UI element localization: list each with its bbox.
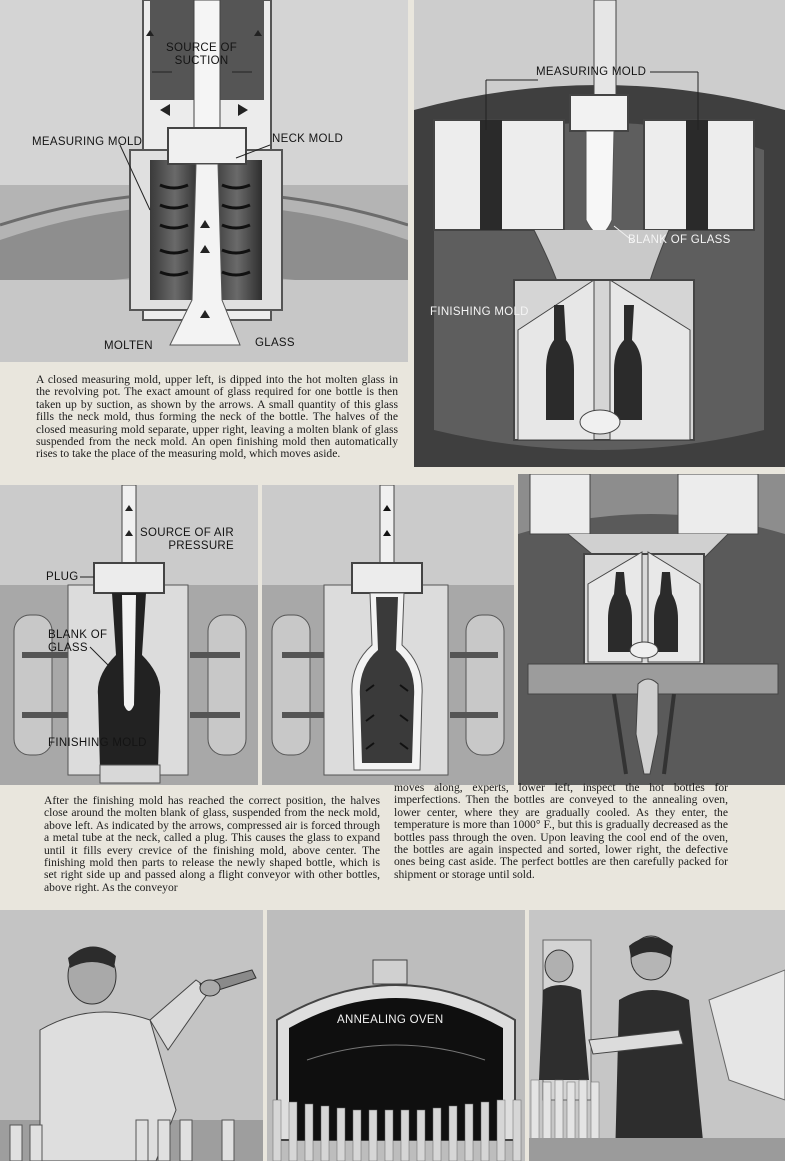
caption-annealing — [394, 782, 728, 881]
label-neck-mold: NECK MOLD — [272, 133, 344, 145]
label-measuring-mold: MEASURING MOLD — [32, 136, 143, 148]
top-left-illustration — [0, 0, 408, 362]
caption-3-text: moves along, experts, lower left, inspect the hot bottles for imperfections. Then the bottles are conveyed to the annealing oven, lower center, where they are gradually cooled. As they enter, the temperature is more than 1000° F., but this is gradually decreased as the bottles pass through the oven. Upon leaving the cool end of the oven, the bottles are again inspected and sorted, lower right, the defective ones being cast aside. The perfect bottles are then carefully packed for shipment or storage until sold. — [394, 781, 728, 881]
label-blank-of-glass-mid: BLANK OF GLASS — [48, 629, 108, 655]
caption-1-text: A closed measuring mold, upper left, is dipped into the hot molten glass in the revolving pot. The exact amount of glass required for one bottle is then taken up by suction, as shown by the arrows. A small quantity of this glass fills the neck mold, thus forming the neck of the bottle. The halves of the closed measuring mold separate, upper right, leaving a molten blank of glass suspended from the neck mold. An open finishing mold then automatically rises to take the place of the measuring mold, which moves aside. — [36, 373, 398, 461]
label-finishing-mold-mid: FINISHING MOLD — [48, 737, 147, 749]
label-molten: MOLTEN — [104, 340, 153, 352]
label-plug: PLUG — [46, 571, 79, 583]
label-glass: GLASS — [255, 337, 295, 349]
caption-finishing-mold — [44, 795, 380, 894]
expanded-bottle-drawing — [262, 485, 514, 785]
bottom-center-illustration — [267, 910, 525, 1161]
sorting-packing-drawing — [529, 910, 785, 1161]
label-finishing-mold: FINISHING MOLD — [430, 306, 529, 318]
label-measuring-mold-right: MEASURING MOLD — [536, 66, 647, 78]
inspector-drawing — [0, 910, 263, 1161]
label-source-of-suction: SOURCE OF SUCTION — [166, 42, 238, 68]
label-blank-of-glass: BLANK OF GLASS — [628, 234, 731, 246]
bottom-left-illustration — [0, 910, 263, 1161]
caption-measuring-mold — [36, 374, 398, 461]
top-right-illustration — [414, 0, 785, 467]
middle-right-illustration — [518, 474, 785, 785]
label-source-of-air-pressure: SOURCE OF AIR PRESSURE — [140, 527, 234, 553]
release-bottle-drawing — [518, 474, 785, 785]
middle-center-illustration — [262, 485, 514, 785]
middle-left-illustration — [0, 485, 258, 785]
label-annealing-oven: ANNEALING OVEN — [337, 1014, 444, 1026]
bottom-right-illustration — [529, 910, 785, 1161]
caption-2-text: After the finishing mold has reached the correct position, the halves close around the molten blank of glass, suspended from the neck mold, above left. As indicated by the arrows, compressed air is forced through a metal tube at the neck, called a plug. This causes the glass to expand until it fills every crevice of the finishing mold, above center. The finishing mold then parts to release the newly shaped bottle, which is set right side up and passed along a flight conveyor with other bottles, above right. As the conveyor — [44, 794, 380, 894]
annealing-oven-drawing — [267, 910, 525, 1161]
